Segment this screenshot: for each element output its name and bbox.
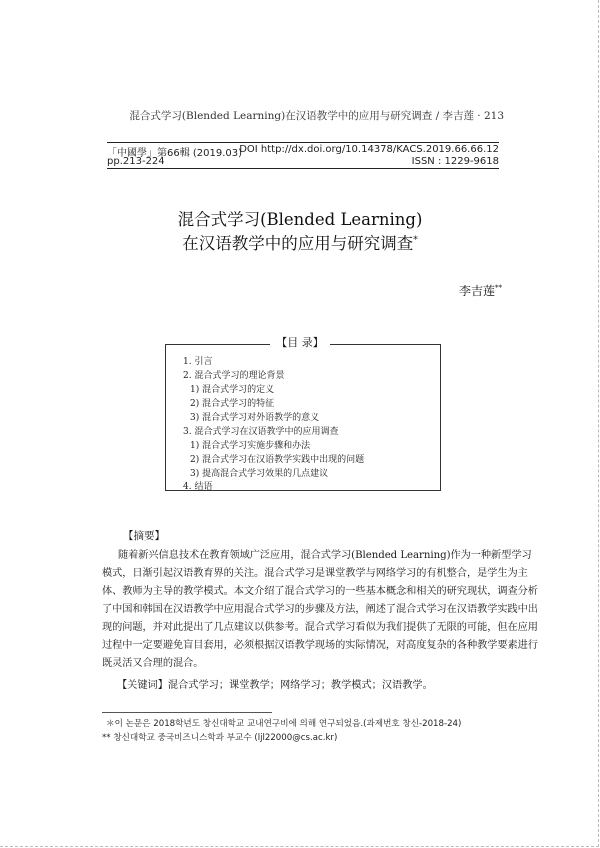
toc-item: 1) 混合式学习的定义: [190, 385, 275, 395]
abstract-line: 随着新兴信息技术在教育领域广泛应用，混合式学习(Blended Learning)作为一种新型学习: [118, 550, 532, 561]
abstract-line: 现的问题，并对此提出了几点建议以供参考。混合式学习看似为我们提供了无限的可能，但在应用: [102, 622, 538, 633]
title-footnote-marker: *: [413, 235, 418, 246]
meta-rule-top: [107, 142, 499, 143]
abstract-line: 既灵活又合理的混合。: [102, 658, 204, 669]
toc-item: 2. 混合式学习的理论背景: [183, 371, 285, 381]
toc-item: 3. 混合式学习在汉语教学中的应用调查: [183, 427, 339, 437]
title-line-2-text: 在汉语教学中的应用与研究调查: [182, 234, 414, 253]
footnote-2: ** 창신대학교 중국비즈니스학과 부교수 (ljl22000@cs.ac.kr): [102, 733, 338, 743]
toc-label-text: 【目 录】: [270, 336, 330, 349]
footnote-1: ＊이 논문은 2018학년도 창신대학교 교내연구비에 의해 연구되었음.(과제번호 창신-2018-24): [106, 719, 462, 729]
toc-item: 4. 结语: [183, 482, 213, 492]
page-range: pp.213-224: [107, 156, 165, 167]
abstract-heading: 【摘要】: [123, 530, 165, 542]
abstract-line: 模式，日渐引起汉语教育界的关注。混合式学习是课堂教学与网络学习的有机整合，是学生为主: [102, 568, 528, 579]
title-line-1: 混合式学习(Blended Learning): [177, 210, 423, 229]
title-line-2: [0, 230, 600, 254]
author: [459, 282, 502, 299]
journal-info: 「中國學」第66輯 (2019.03): [107, 148, 243, 159]
footnote-rule: [102, 712, 272, 713]
abstract-line: 体、教师为主导的教学模式。本文介绍了混合式学习的一些基本概念和相关的研究现状，调查分析: [102, 586, 538, 597]
toc-item: 3) 提高混合式学习效果的几点建议: [190, 469, 329, 479]
toc-item: 2) 混合式学习的特征: [190, 399, 275, 409]
running-head: 混合式学习(Blended Learning)在汉语教学中的应用与研究调查 / 李吉莲 · 213: [129, 110, 504, 122]
keywords: 【关键词】混合式学习；课堂教学；网络学习；教学模式；汉语教学。: [117, 680, 433, 691]
toc-label: [0, 334, 600, 350]
toc-item: 2) 混合式学习在汉语教学实践中出现的问题: [190, 455, 365, 465]
abstract-line: 过程中一定要避免盲目套用，必须根据汉语教学现场的实际情况，对高度复杂的各种教学要素进行: [102, 640, 538, 651]
toc-item: 3) 混合式学习对外语教学的意义: [190, 413, 320, 423]
doi: DOI http://dx.doi.org/10.14378/KACS.2019.66.66.12: [239, 144, 499, 155]
toc-item: 1. 引言: [183, 357, 213, 367]
meta-rule-bottom: [107, 168, 499, 169]
abstract-line: 了中国和韩国在汉语教学中应用混合式学习的步骤及方法，阐述了混合式学习在汉语教学实践中出: [102, 604, 538, 615]
toc-item: 1) 混合式学习实施步骤和办法: [190, 441, 311, 451]
author-footnote-marker: **: [495, 284, 502, 292]
author-name: 李吉莲: [458, 284, 495, 298]
issn: ISSN : 1229-9618: [411, 156, 499, 167]
